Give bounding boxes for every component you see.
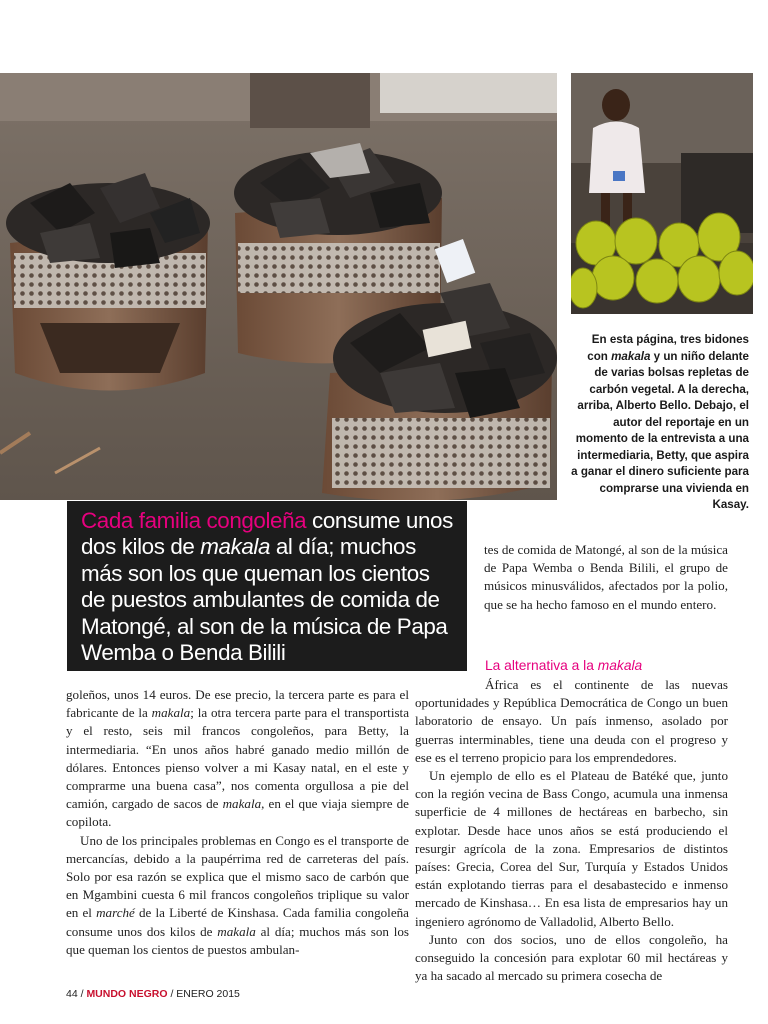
right-column-top (484, 541, 728, 614)
left-p1-makala-1: makala (151, 705, 191, 721)
left-p2-text-a: Uno de los principales problemas en Congo es el transporte de mercancías, debido a la paupérrima red de carreteras del país. Solo por esa razón se explica que el mismo saco de carbón que en Mgambini cuesta 6 mil francos congoleños triplique su valor en el (66, 832, 409, 921)
left-p1-makala-2: makala (222, 796, 262, 812)
left-p1-text-c: , en el que viaja siempre de copilota. (66, 796, 409, 830)
left-paragraph-2 (66, 832, 409, 959)
left-p2-marche: marché (96, 905, 135, 921)
caption-makala: makala (611, 349, 651, 363)
right-paragraph-1: África es el continente de las nuevas oportunidades y República Democrática de Congo un buen laboratorio de ensayo. Un país inmenso, asolado por guerras interminables, tiene una deuda con el progreso y ese es el terreno propicio para los emprendedores. (415, 677, 728, 765)
child-with-charcoal-bags-photo (571, 73, 753, 314)
pull-quote-makala: makala (200, 534, 271, 560)
subhead-makala: makala (597, 658, 643, 673)
page-footer (66, 988, 240, 1000)
pull-quote-highlight: Cada familia congoleña (81, 508, 307, 533)
photo-caption (571, 332, 749, 514)
left-p2-text-c: al día; muchos más son los que queman los cientos de puestos ambulan- (66, 923, 409, 957)
magazine-name: MUNDO NEGRO (86, 988, 168, 1000)
left-p2-text-b: de la Liberté de Kinshasa. Cada familia congoleña consume unos dos kilos de (66, 905, 409, 939)
right-paragraph-2: Un ejemplo de ello es el Plateau de Batéké que, junto con la región vecina de Bass Congo, acumula una inmensa superficie de 4 millones de hectáreas en barbecho, sin explotar. Desde hace unos años se está produciendo el resurgir agrícola de la zona. Empresarios de distintos países: Grecia, Corea del Sur, Turquía y Estados Unidos están explotando tierras para el desabastecido e inmenso mercado de Kinshasa… En esa lista de empresarios hay un ingeniero agrónomo de Valladolid, Alberto Bello. (415, 768, 728, 929)
left-column (66, 686, 409, 959)
child-bags-illustration (571, 73, 753, 314)
caption-text-start: En esta página, tres bidones con (587, 333, 749, 363)
three-charcoal-stoves-photo (0, 73, 557, 500)
caption-text-end: y un niño delante de varias bolsas repletas de carbón vegetal. A la derecha, arriba, Alberto Bello. Debajo, el autor del reportaje en un momento de la entrevista a una intermediaria, Betty, que aspira a ganar el dinero suficiente para comprarse una vivienda en Kasay. (571, 349, 749, 511)
left-p1-text-b: ; la otra tercera parte para el transportista y el resto, seis mil francos congoleños, para Betty, la intermediaria. “En unos años habré ganado medio millón de dólares. Entonces pienso volver a mi Kasay natal, en el este y comprarme una buena casa”, nos comenta orgullosa a pie del camión, cargado de sacos de (66, 705, 410, 812)
right-column (415, 657, 728, 985)
subhead-text: La alternativa a la (485, 658, 598, 673)
pull-quote-text-start: consume unos dos kilos de (81, 508, 453, 560)
pull-quote (67, 501, 467, 671)
pull-quote-text-end: al día; muchos más son los que queman los cientos de puestos ambulantes de comida de Matongé, al son de la música de Papa Wemba o Benda Bilili (81, 534, 448, 666)
left-p1-text-a: goleños, unos 14 euros. De ese precio, la tercera parte es para el fabricante de la (66, 687, 409, 721)
right-paragraph-3: Junto con dos socios, uno de ellos congoleño, ha conseguido la concesión para explotar 60 mil hectáreas y ya ha sacado al mercado su primera cosecha de (415, 931, 728, 984)
right-continuation: tes de comida de Matongé, al son de la música de Papa Wemba o Benda Bilili, el grupo de músicos minusválidos, afectados por la polio, que se ha hecho famoso en el mundo entero. (484, 542, 728, 612)
page-number: 44 / (66, 988, 87, 1000)
left-p2-makala: makala (217, 923, 256, 939)
section-subhead (485, 657, 728, 675)
charcoal-stoves-illustration (0, 73, 557, 500)
left-paragraph-1 (66, 686, 409, 832)
issue-date: / ENERO 2015 (167, 988, 240, 1000)
